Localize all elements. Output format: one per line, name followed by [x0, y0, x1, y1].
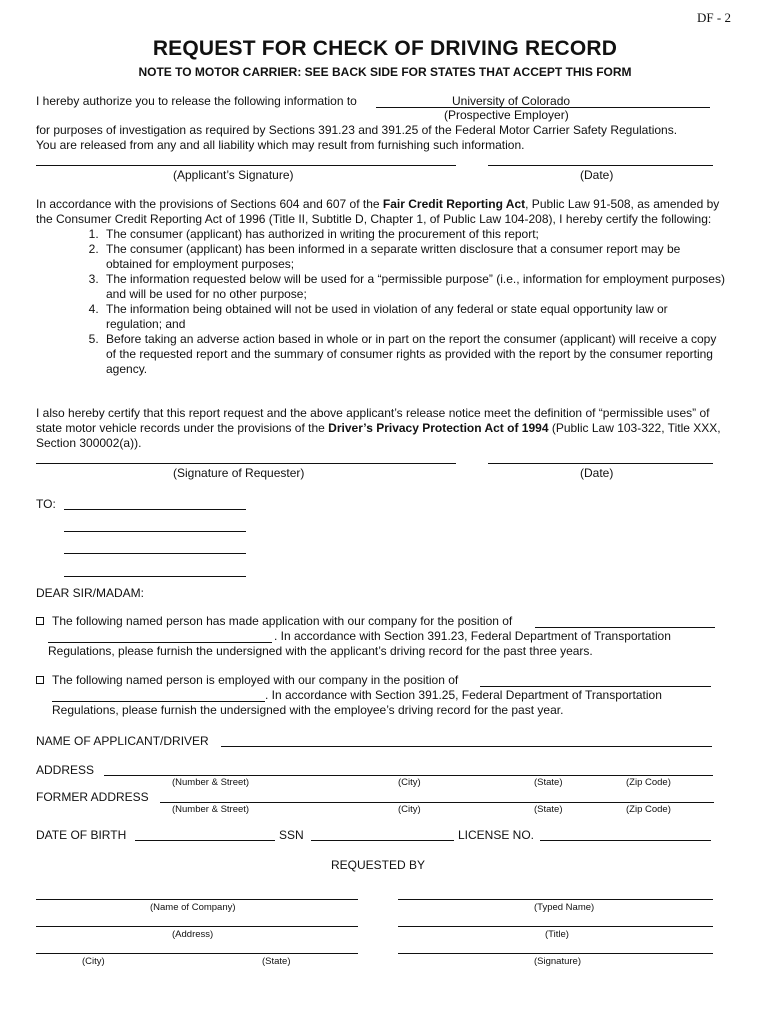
address-city-caption: (City): [398, 777, 421, 788]
dob-label: DATE OF BIRTH: [36, 828, 127, 842]
fcra-act-name: Fair Credit Reporting Act: [382, 197, 526, 211]
option-applicant-text: [36, 614, 512, 629]
requester-date-caption: (Date): [580, 466, 614, 480]
dppa-act-name: Driver’s Privacy Protection Act of 1994: [328, 421, 549, 435]
address-street-caption: (Number & Street): [172, 777, 250, 788]
typed-name-field[interactable]: [398, 899, 713, 900]
employer-value: University of Colorado: [452, 94, 571, 108]
to-address-line[interactable]: [64, 531, 246, 532]
option2-line3: Regulations, please furnish the undersigned with the employee’s driving record for the past year.: [52, 703, 564, 717]
applicant-name-field[interactable]: [221, 746, 712, 747]
address-state-caption: (State): [534, 777, 563, 788]
requester-city-caption: (City): [82, 956, 105, 967]
applicant-signature-line[interactable]: [36, 165, 456, 166]
former-city-caption: (City): [398, 804, 421, 815]
employee-position-line-2[interactable]: [52, 701, 265, 702]
former-address-label: FORMER ADDRESS: [36, 790, 149, 804]
requested-by-heading: REQUESTED BY: [331, 858, 426, 872]
to-address-line[interactable]: [64, 553, 246, 554]
salutation: DEAR SIR/MADAM:: [36, 586, 145, 600]
ssn-field[interactable]: [311, 840, 454, 841]
company-name-field[interactable]: [36, 899, 358, 900]
certification-item: 3. The information requested below will be used for a “permissible purpose” (i.e., information for employment purposes) and will be used for no other purpose;: [102, 272, 726, 302]
employee-position-line[interactable]: [480, 686, 711, 687]
applicant-date-caption: (Date): [580, 168, 614, 182]
requester-city-state-field[interactable]: [36, 953, 358, 954]
former-zip-caption: (Zip Code): [626, 804, 671, 815]
requester-signature-line[interactable]: [36, 463, 456, 464]
license-label: LICENSE NO.: [458, 828, 535, 842]
option1-line3: Regulations, please furnish the undersigned with the applicant’s driving record for the past three years.: [48, 644, 593, 658]
address-zip-caption: (Zip Code): [626, 777, 671, 788]
address-field[interactable]: [104, 775, 713, 776]
to-label: TO:: [36, 497, 56, 511]
employee-option-checkbox[interactable]: [36, 676, 44, 684]
fcra-text-2: , Public Law 91-508, as amended by the Consumer Credit Reporting Act of 1996 (Title II, Subtitle D, Chapter 1, of Public Law 104-208), I hereby certify the following:: [36, 197, 720, 226]
applicant-signature-caption: (Applicant’s Signature): [173, 168, 294, 182]
form-subtitle: NOTE TO MOTOR CARRIER: SEE BACK SIDE FOR STATES THAT ACCEPT THIS FORM: [138, 65, 632, 79]
employer-caption: (Prospective Employer): [444, 108, 569, 122]
applicant-position-line[interactable]: [535, 627, 715, 628]
option1-line1: The following named person has made application with our company for the position of: [52, 614, 513, 628]
name-label: NAME OF APPLICANT/DRIVER: [36, 734, 209, 748]
requester-address-caption: (Address): [172, 929, 214, 940]
former-street-caption: (Number & Street): [172, 804, 250, 815]
license-field[interactable]: [540, 840, 711, 841]
dppa-paragraph: [36, 406, 726, 451]
to-address-line[interactable]: [64, 509, 246, 510]
fcra-text-1: In accordance with the provisions of Sections 604 and 607 of the: [36, 197, 380, 211]
requester-title-field[interactable]: [398, 926, 713, 927]
purpose-text: for purposes of investigation as required by Sections 391.23 and 391.25 of the Federal Motor Carrier Safety Regulations.: [36, 123, 678, 137]
former-state-caption: (State): [534, 804, 563, 815]
requester-signature-field[interactable]: [398, 953, 713, 954]
company-name-caption: (Name of Company): [150, 902, 236, 913]
option1-line2: . In accordance with Section 391.23, Federal Department of Transportation: [274, 629, 671, 643]
dppa-text-2: (Public Law 103-322, Title XXX, Section 300002(a)).: [36, 421, 721, 450]
applicant-option-checkbox[interactable]: [36, 617, 44, 625]
ssn-label: SSN: [279, 828, 304, 842]
requester-state-caption: (State): [262, 956, 291, 967]
option2-line1: The following named person is employed with our company in the position of: [52, 673, 459, 687]
option2-line2: . In accordance with Section 391.25, Federal Department of Transportation: [265, 688, 662, 702]
requester-date-line[interactable]: [488, 463, 713, 464]
certification-list: [36, 227, 726, 377]
fcra-paragraph: [36, 197, 726, 377]
dppa-text-1: I also hereby certify that this report request and the above applicant’s release notice meet the definition of “permissible uses” of state motor vehicle records under the provisions of the: [36, 406, 710, 435]
document-id: DF - 2: [697, 10, 731, 25]
address-label: ADDRESS: [36, 763, 95, 777]
requester-signature-caption: (Signature): [534, 956, 581, 967]
typed-name-caption: (Typed Name): [534, 902, 595, 913]
applicant-position-line-2[interactable]: [48, 642, 272, 643]
requester-title-caption: (Title): [545, 929, 569, 940]
option-employee-text: [36, 673, 458, 688]
certification-item: 4. The information being obtained will not be used in violation of any federal or state equal opportunity law or regulation; and: [102, 302, 726, 332]
former-address-field[interactable]: [160, 802, 714, 803]
certification-item: 1. The consumer (applicant) has authorized in writing the procurement of this report;: [102, 227, 726, 242]
certification-item: 2. The consumer (applicant) has been informed in a separate written disclosure that a consumer report may be obtained for employment purposes;: [102, 242, 726, 272]
authorize-prefix: I hereby authorize you to release the following information to: [36, 94, 357, 108]
form-title: REQUEST FOR CHECK OF DRIVING RECORD: [152, 37, 618, 60]
requester-signature-caption: (Signature of Requester): [173, 466, 305, 480]
to-address-line[interactable]: [64, 576, 246, 577]
requester-address-field[interactable]: [36, 926, 358, 927]
applicant-date-line[interactable]: [488, 165, 713, 166]
dob-field[interactable]: [135, 840, 275, 841]
certification-item: 5. Before taking an adverse action based in whole or in part on the report the consumer (applicant) will receive a copy of the requested report and the summary of consumer rights as provided with the report by the consumer reporting agency.: [102, 332, 726, 377]
release-text: You are released from any and all liability which may result from furnishing such information.: [36, 138, 525, 152]
